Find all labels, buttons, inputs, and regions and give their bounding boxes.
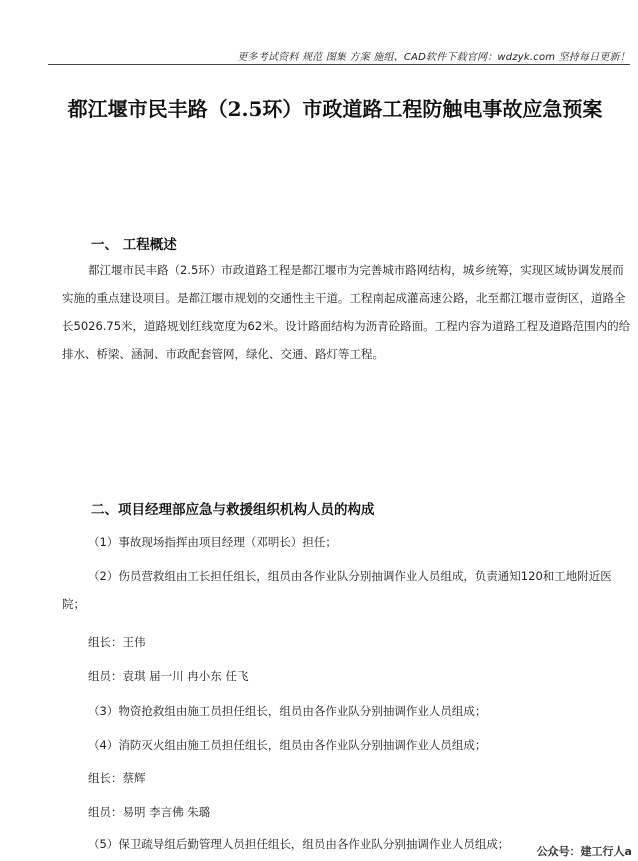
list-item-3: （3）物资抢救组由施工员担任组长，组员由各作业队分别抽调作业人员组成； [88,704,487,718]
section1-heading: 一、 工程概述 [91,237,177,253]
header-divider [48,64,630,65]
list-item-4-leader: 组长：蔡辉 [88,771,146,785]
list-item-2-members: 组员：袁琪 届一川 冉小东 任飞 [88,669,249,683]
section2-heading: 二、项目经理部应急与救援组织机构人员的构成 [91,502,375,518]
list-item-2-leader: 组长：王伟 [88,635,146,649]
list-item-2: （2）伤员营救组由工长担任组长，组员由各作业队分别抽调作业人员组成，负责通知120和工地附近医院； [62,569,612,611]
watermark-label: 公众号：建工行人a [536,845,632,858]
list-item-4-members: 组员：易明 李言佛 朱璐 [88,805,211,819]
section1-paragraph: 都江堰市民丰路（2.5环）市政道路工程是都江堰市为完善城市路网结构，城乡统筹，实现区域协调发展而实施的重点建设项目。是都江堰市规划的交通性主干道。工程南起成灌高速公路，北至都江堰市壹街区，道路全长5026.75米，道路规划红线宽度为62米。设计路面结构为沥青砼路面。工程内容为道路工程及道路范围内的给排水、桥梁、涵洞、市政配套管网，绿化、交通、路灯等工程。 [62,263,631,361]
document-title: 都江堰市民丰路（2.5环）市政道路工程防触电事故应急预案 [67,97,603,121]
list-item-1: （1）事故现场指挥由项目经理（邓明长）担任； [88,535,337,549]
header-banner: 更多考试资料 规范 图集 方案 施组、CAD软件下载官网：wdzyk.com 坚持每日更新！ [237,52,630,63]
list-item-4: （4）消防灭火组由施工员担任组长，组员由各作业队分别抽调作业人员组成； [88,738,487,752]
list-item-5: （5）保卫疏导组后勤管理人员担任组长，组员由各作业队分别抽调作业人员组成； [88,837,510,851]
